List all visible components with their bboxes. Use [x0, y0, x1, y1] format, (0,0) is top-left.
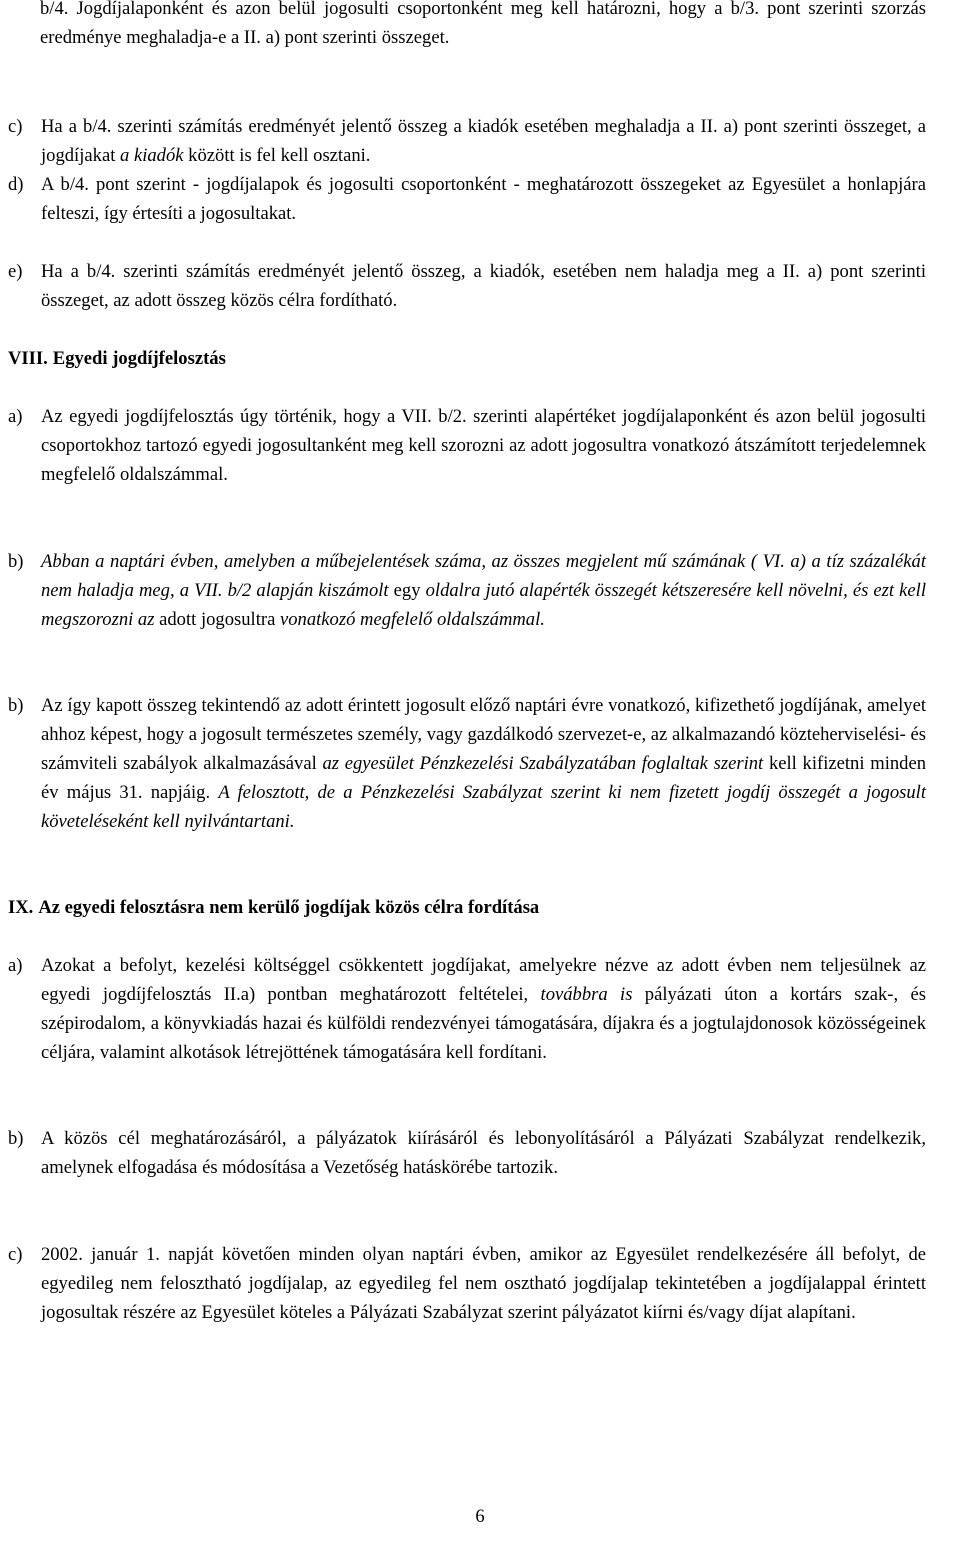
item-ix-b [8, 1124, 926, 1182]
item-viii-b2-emphasis-2: A felosztott, de a Pénzkezelési Szabályzat szerint ki nem fizetett jogdíj összegét a jogosult követeléseként kell nyilvántartani. [41, 782, 926, 832]
item-ix-b-text: A közös cél meghatározásáról, a pályázatok kiírásáról és lebonyolításáról a Pályázati Szabályzat rendelkezik, amelynek elfogadása és módosítása a Vezetőség hatáskörébe tartozik. [41, 1128, 926, 1178]
item-viii-b1-emphasis-2: oldalra jutó alapérték összegét kétszeresére kell növelni, és ezt kell megszorozni az [41, 580, 926, 630]
item-viii-b-first [8, 547, 926, 634]
item-ix-c [8, 1240, 926, 1327]
item-label: a) [8, 955, 23, 976]
item-viii-b2-plain-2: kell kifizetni minden év május 31. napjáig. [41, 753, 926, 803]
item-viii-b1-emphasis-1: Abban a naptári évben, amelyben a műbejelentések száma, az összes megjelent mű számának ( VI. a) a tíz százalékát nem haladja meg, a VII. b/2 alapján kiszámolt [41, 551, 926, 601]
item-c-text: Ha a b/4. szerinti számítás eredményét jelentő összeg a kiadók esetében meghaladja a II. a) pont szerinti összeget, a jogdíjakat [41, 116, 926, 166]
item-viii-b1-plain-2: adott jogosultra [154, 609, 280, 630]
paragraph-b4-text: b/4. Jogdíjalaponként és azon belül jogosulti csoportonként meg kell határozni, hogy a b/3. pont szerinti szorzás eredménye meghaladja-e a II. a) pont szerinti összeget. [40, 0, 926, 48]
item-e-text: Ha a b/4. szerinti számítás eredményét jelentő összeg, a kiadók, esetében nem haladja meg a II. a) pont szerinti összeget, az adott összeg közös célra fordítható. [41, 261, 926, 311]
section-number: VIII. [8, 348, 48, 369]
item-c [8, 112, 926, 170]
section-number: IX. [8, 897, 34, 918]
section-title: Egyedi jogdíjfelosztás [52, 348, 226, 369]
item-label: b) [8, 1128, 24, 1149]
paragraph-b4 [40, 0, 926, 52]
item-label: b) [8, 695, 24, 716]
item-ix-a [8, 951, 926, 1067]
item-viii-b2-plain-1: Az így kapott összeg tekintendő az adott érintett jogosult előző naptári évre vonatkozó, kifizethető jogdíjának, amelyet ahhoz képest, hogy a jogosult természetes személy, vagy gazdálkodó szervezet-e, az alkalmazandó közteherviselési- és számviteli szabályok alkalmazásával [41, 695, 926, 774]
item-ix-c-text: 2002. január 1. napját követően minden olyan naptári évben, amikor az Egyesület rendelkezésére áll befolyt, de egyedileg nem felosztható jogdíjalap, az egyedileg fel nem osztható jogdíjalap tekintetében a jogdíjalappal érintett jogosultak részére az Egyesület köteles a Pályázati Szabályzat szerint pályázatot kiírni és/vagy díjat alapítani. [41, 1244, 926, 1323]
item-label: c) [8, 1244, 23, 1265]
item-c-tail: között is fel kell osztani. [183, 145, 371, 166]
item-c-emphasis: a kiadók [120, 145, 184, 166]
item-ix-a-emphasis: továbbra is [540, 984, 633, 1005]
item-viii-b2-emphasis-1: az egyesület Pénzkezelési Szabályzatában foglaltak szerint [322, 753, 764, 774]
item-viii-b-second [8, 691, 926, 836]
page-number: 6 [475, 1506, 485, 1527]
item-label: c) [8, 116, 23, 137]
item-ix-a-plain-1: Azokat a befolyt, kezelési költséggel csökkentett jogdíjakat, amelyekre nézve az adott évben nem teljesülnek az egyedi jogdíjfelosztás II.a) pontban meghatározott feltételei, [41, 955, 926, 1005]
item-label: a) [8, 406, 23, 427]
section-heading-viii [8, 344, 926, 373]
item-label: d) [8, 174, 24, 195]
item-e [8, 257, 926, 315]
item-d-text: A b/4. pont szerint - jogdíjalapok és jogosulti csoportonként - meghatározott összegeket az Egyesület a honlapjára felteszi, így értesíti a jogosultakat. [41, 174, 926, 224]
section-heading-ix [8, 893, 926, 922]
item-viii-b1-plain-1: egy [388, 580, 426, 601]
item-label: e) [8, 261, 23, 282]
item-viii-b1-emphasis-3: vonatkozó megfelelő oldalszámmal. [279, 609, 545, 630]
item-label: b) [8, 551, 24, 572]
item-ix-a-plain-2: pályázati úton a kortárs szak-, és szépirodalom, a könyvkiadás hazai és külföldi rendezvényei támogatására, díjakra és a jogtulajdonosok közösségeinek céljára, valamint alkotások létrejöttének támogatására kell fordítani. [41, 984, 926, 1063]
item-d [8, 170, 926, 228]
item-viii-a [8, 402, 926, 489]
section-title: Az egyedi felosztásra nem kerülő jogdíjak közös célra fordítása [38, 897, 540, 918]
item-viii-a-text: Az egyedi jogdíjfelosztás úgy történik, hogy a VII. b/2. szerinti alapértéket jogdíjalaponként és azon belül jogosulti csoportokhoz tartozó egyedi jogosultanként meg kell szorozni az adott jogosultra vonatkozó átszámított terjedelemnek megfelelő oldalszámmal. [41, 406, 926, 485]
